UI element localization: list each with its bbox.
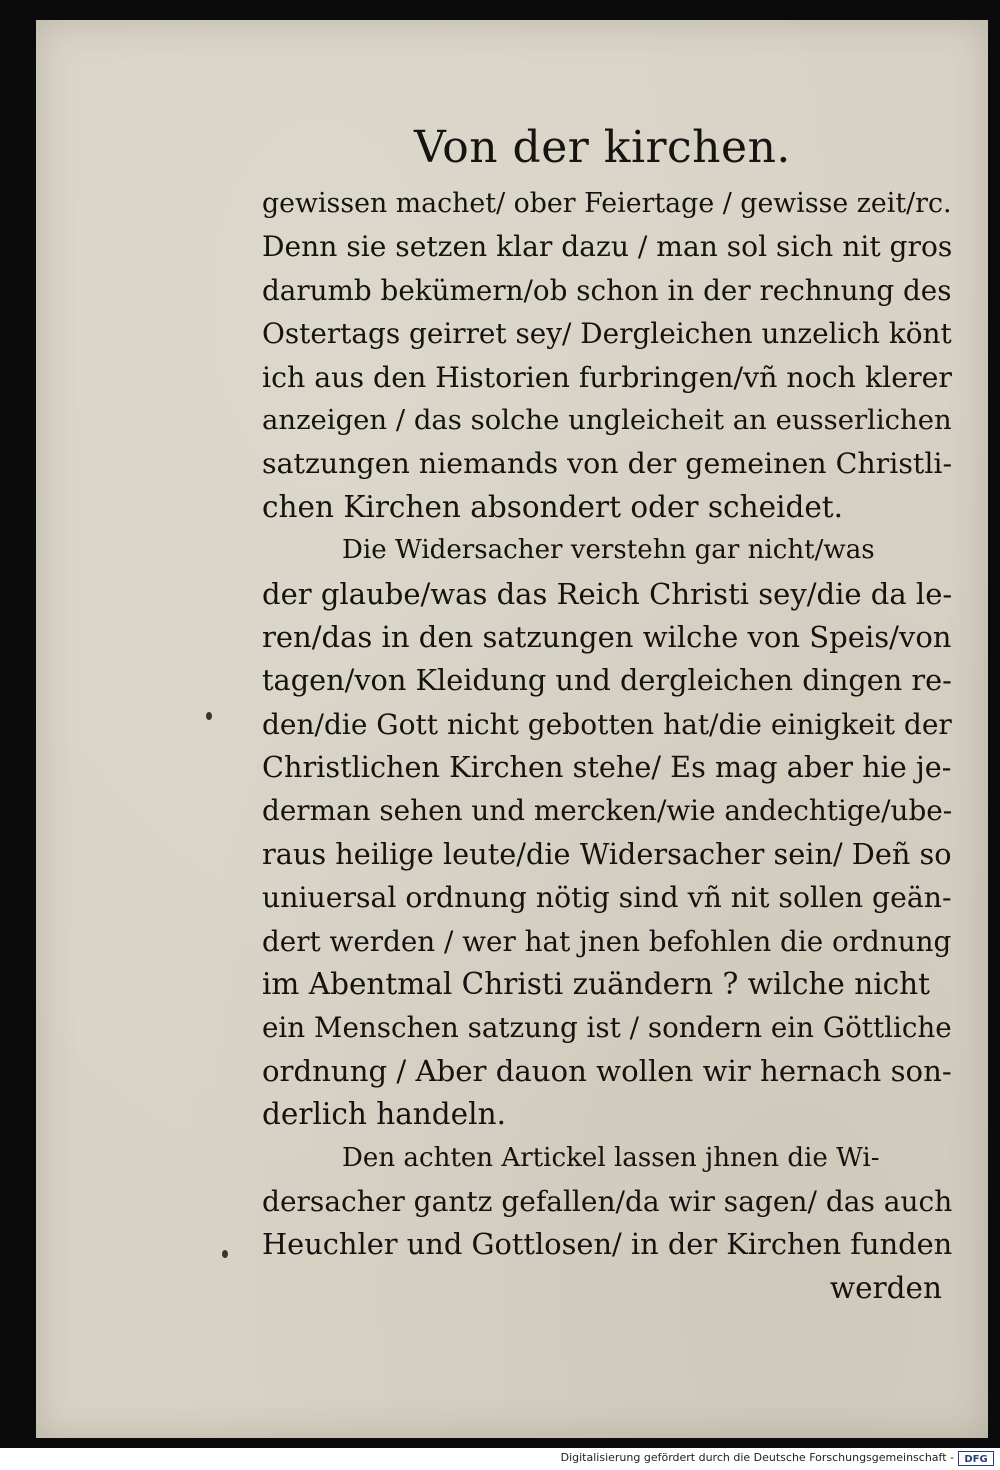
ink-speck (206, 712, 212, 720)
text-line: ordnung / Aber dauon wollen wir hernach son- (262, 1053, 952, 1088)
text-line: anzeigen / das solche ungleicheit an eusserlichen (262, 404, 952, 436)
text-line: der glaube/was das Reich Christi sey/die da le- (262, 576, 953, 611)
text-line: gewissen machet/ ober Feiertage / gewisse zeit/rc. (262, 188, 952, 219)
text-line: raus heilige leute/die Widersacher sein/ Deñ so (262, 836, 952, 871)
text-line: derman sehen und mercken/wie andechtige/ube- (262, 794, 953, 828)
text-line: im Abentmal Christi zuändern ? wilche nicht (262, 967, 930, 1002)
paragraph-start-line: Den achten Artickel lassen jhnen die Wi- (342, 1142, 880, 1173)
text-line: tagen/von Kleidung und dergleichen dingen re- (262, 663, 952, 698)
body-text (262, 182, 952, 1310)
text-line: derlich handeln. (262, 1097, 506, 1132)
footer-bar (0, 1448, 1000, 1470)
text-line: dert werden / wer hat jnen befohlen die ordnung (262, 924, 952, 958)
text-line: darumb bekümern/ob schon in der rechnung des (262, 273, 952, 307)
catchword: werden (829, 1270, 942, 1305)
text-line: ren/das in den satzungen wilche von Speis/von (262, 619, 952, 654)
paragraph-start-line: Die Widersacher verstehn gar nicht/was (342, 535, 875, 566)
dfg-logo: DFG (958, 1451, 994, 1466)
text-line: satzungen niemands von der gemeinen Christli- (262, 447, 953, 481)
text-line: chen Kirchen absondert oder scheidet. (262, 489, 844, 524)
text-line: den/die Gott nicht gebotten hat/die einigkeit der (262, 707, 952, 741)
text-line: ein Menschen satzung ist / sondern ein Göttliche (262, 1011, 952, 1045)
text-line: Ostertags geirret sey/ Dergleichen unzelich könt (262, 317, 952, 351)
text-line: ich aus den Historien furbringen/vñ noch klerer (262, 360, 952, 394)
text-line: Christlichen Kirchen stehe/ Es mag aber hie je- (262, 750, 952, 785)
text-line: uniuersal ordnung nötig sind vñ nit sollen geän- (262, 881, 952, 915)
text-line: Denn sie setzen klar dazu / man sol sich nit gros (262, 230, 953, 264)
funding-credit: Digitalisierung gefördert durch die Deutsche Forschungsgemeinschaft - (560, 1451, 954, 1464)
text-line: dersacher gantz gefallen/da wir sagen/ das auch (262, 1184, 953, 1218)
ink-speck (222, 1250, 228, 1258)
running-heading: Von der kirchen. (414, 122, 791, 173)
text-line: Heuchler und Gottlosen/ in der Kirchen funden (262, 1227, 953, 1262)
